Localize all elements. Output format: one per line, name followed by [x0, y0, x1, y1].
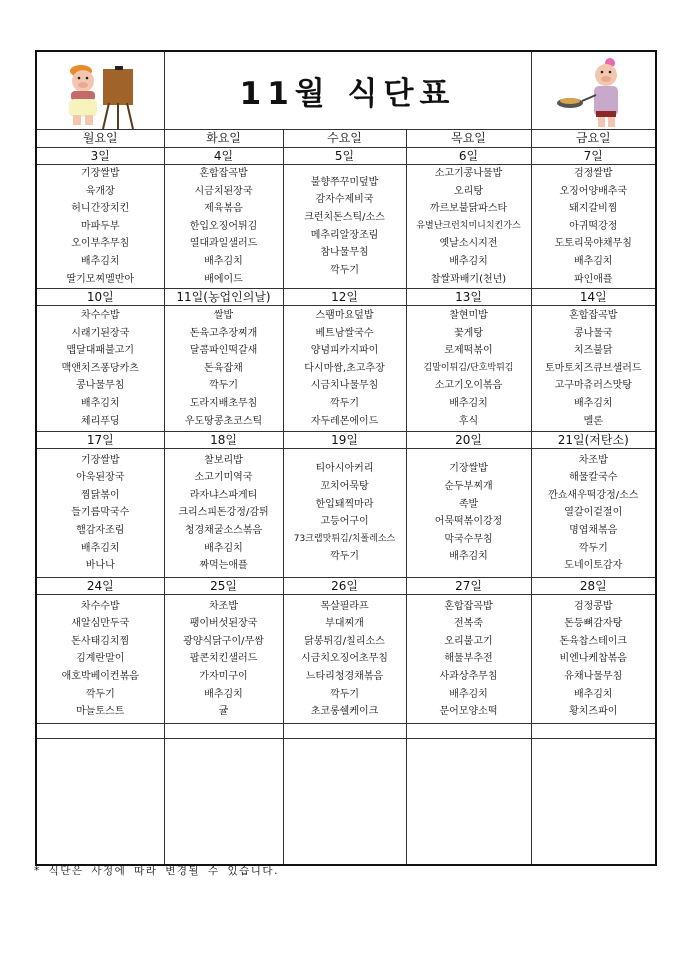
date-cell: 3일 [36, 148, 164, 165]
menu-item: 기장쌀밥 [449, 463, 488, 475]
menu-item: 치즈불닭 [573, 345, 613, 357]
menu-cell [406, 165, 531, 289]
menu-item: 청경채굴소스볶음 [184, 524, 263, 536]
menu-cell [164, 595, 283, 724]
menu-item: 깍두기 [330, 398, 359, 410]
menu-item: 배추김치 [573, 398, 613, 410]
date-row [36, 289, 656, 306]
empty-row [36, 724, 656, 739]
menu-item: 김계란말이 [76, 653, 125, 665]
menu-item: 막국수무침 [444, 533, 493, 545]
footnote: * 식단은 사정에 따라 변경될 수 있습니다. [34, 865, 279, 877]
blank-row [36, 739, 656, 866]
menu-item: 명엽채볶음 [569, 524, 618, 536]
menu-cell [283, 165, 406, 289]
weekday-header: 화요일 [164, 130, 283, 148]
date-cell: 28일 [531, 578, 656, 595]
menu-item: 콩나물무침 [76, 380, 125, 392]
date-row [36, 148, 656, 165]
menu-item: 한입오징어튀김 [189, 220, 258, 232]
menu-item: 양념피카지파이 [310, 345, 379, 357]
menu-item: 해물칼국수 [569, 472, 618, 484]
menu-item: 돈육고추장찌개 [189, 327, 258, 339]
date-cell: 6일 [406, 148, 531, 165]
menu-item: 깍두기 [578, 542, 608, 554]
menu-item: 체리푸딩 [80, 415, 120, 427]
menu-item: 찜닭볶이 [80, 489, 120, 501]
page-title: 11월 식단표 [239, 76, 456, 112]
menu-item: 찰현미밥 [449, 310, 488, 322]
menu-row [36, 595, 656, 724]
menu-cell [36, 449, 164, 578]
menu-item: 바나나 [85, 560, 115, 572]
pig-painter-icon [55, 53, 145, 129]
menu-item: 찰보리밥 [204, 454, 243, 466]
menu-item: 광양식닭구이/무쌈 [183, 635, 264, 647]
menu-item: 콩나물국 [573, 327, 613, 339]
menu-item: 애호박베이컨볶음 [61, 670, 139, 682]
menu-cell [36, 595, 164, 724]
menu-item: 깐쇼새우떡강정/소스 [548, 489, 639, 501]
menu-item: 깍두기 [330, 551, 359, 563]
date-cell: 4일 [164, 148, 283, 165]
menu-cell [406, 595, 531, 724]
date-cell: 20일 [406, 432, 531, 449]
menu-item: 고등어구이 [320, 516, 369, 528]
menu-item: 배추김치 [449, 551, 488, 563]
menu-item: 73크랩맛튀김/치폴레소스 [293, 533, 396, 544]
menu-item: 돈사태김치찜 [71, 635, 130, 647]
menu-item: 혼합잡곡밥 [569, 310, 618, 322]
menu-item: 꽃게탕 [454, 327, 483, 339]
weekday-header: 금요일 [531, 130, 656, 148]
menu-cell [283, 306, 406, 432]
date-row [36, 432, 656, 449]
menu-row [36, 306, 656, 432]
menu-item: 차조밥 [578, 454, 608, 466]
menu-item: 배추김치 [80, 255, 120, 267]
menu-item: 티아시아커리 [315, 463, 374, 475]
menu-item: 배추김치 [573, 688, 613, 700]
menu-item: 전복죽 [454, 618, 483, 630]
menu-item: 도네이토감자 [564, 560, 623, 572]
menu-cell [283, 449, 406, 578]
menu-item: 시래기된장국 [71, 327, 130, 339]
menu-item: 김말이튀김/단호박튀김 [423, 362, 514, 373]
menu-item: 옛날소시지전 [439, 238, 498, 250]
menu-item: 까르보불닭파스타 [429, 203, 508, 215]
weekday-header: 수요일 [283, 130, 406, 148]
menu-item: 들기름막국수 [71, 507, 130, 519]
menu-item: 배추김치 [80, 398, 120, 410]
menu-item: 로제떡볶이 [444, 345, 493, 357]
date-cell: 5일 [283, 148, 406, 165]
menu-item: 마파두부 [80, 220, 120, 232]
menu-item: 열갈이겉절이 [564, 507, 623, 519]
menu-item: 돈육잡채 [204, 362, 243, 374]
menu-cell [36, 306, 164, 432]
menu-item: 불향쭈꾸미덮밥 [310, 176, 379, 188]
menu-item: 아귀떡강정 [569, 220, 618, 232]
pig-cook-icon [548, 53, 638, 129]
menu-item: 배추김치 [449, 398, 488, 410]
menu-item: 메추리알장조림 [310, 229, 379, 241]
menu-item: 라자냐스파게티 [189, 489, 258, 501]
date-cell: 24일 [36, 578, 164, 595]
menu-item: 차수수밥 [80, 600, 120, 612]
menu-item: 허니간장치킨 [71, 203, 130, 215]
weekday-header: 월요일 [36, 130, 164, 148]
menu-item: 아욱된장국 [76, 472, 125, 484]
menu-item: 부대찌개 [325, 618, 364, 630]
menu-item: 배에이드 [204, 273, 243, 285]
menu-item: 짜먹는애플 [199, 560, 248, 572]
menu-item: 멜론 [583, 415, 603, 427]
menu-item: 시금치된장국 [194, 185, 253, 197]
menu-item: 깍두기 [85, 688, 115, 700]
menu-item: 감자수제비국 [315, 194, 374, 206]
date-cell: 19일 [283, 432, 406, 449]
menu-item: 햄감자조림 [76, 524, 125, 536]
menu-item: 깍두기 [209, 380, 238, 392]
date-cell: 11일(농업인의날) [164, 289, 283, 306]
menu-item: 느타리청경채볶음 [305, 670, 384, 682]
menu-item: 크리스피돈강정/감튀 [178, 507, 269, 519]
menu-item: 배추김치 [80, 542, 120, 554]
weekday-header: 목요일 [406, 130, 531, 148]
menu-item: 족발 [458, 498, 479, 510]
menu-item: 우도땅콩초코스틱 [184, 415, 263, 427]
menu-item: 기장쌀밥 [80, 454, 120, 466]
menu-item: 황치즈파이 [569, 706, 618, 718]
menu-cell [531, 165, 656, 289]
date-cell: 7일 [531, 148, 656, 165]
menu-cell [164, 449, 283, 578]
menu-item: 초코롱쉘케이크 [310, 706, 379, 718]
menu-cell [406, 449, 531, 578]
menu-item: 고구마츄러스맛탕 [554, 380, 632, 392]
menu-item: 배추김치 [449, 688, 488, 700]
menu-item: 다시마쌈,초고추장 [304, 362, 385, 374]
menu-item: 배추김치 [449, 255, 488, 267]
date-cell: 17일 [36, 432, 164, 449]
menu-item: 소고기콩나물밥 [434, 168, 503, 179]
menu-item: 배추김치 [573, 255, 613, 267]
menu-item: 도라지배초무침 [189, 398, 258, 410]
menu-item: 돼지갈비찜 [569, 203, 618, 215]
menu-item: 팝콘치킨샐러드 [189, 653, 258, 665]
menu-item: 소고기미역국 [194, 472, 253, 484]
menu-item: 어묵떡볶이강정 [434, 516, 503, 528]
menu-item: 열대과일샐러드 [189, 238, 258, 250]
menu-item: 시금치오징어초무침 [301, 653, 388, 665]
menu-item: 닭봉튀김/칠리소스 [304, 635, 385, 647]
menu-item: 파인애플 [573, 273, 613, 285]
menu-item: 오리불고기 [444, 635, 493, 647]
menu-item: 자두레몬에이드 [310, 415, 379, 427]
menu-item: 오징어양배추국 [559, 185, 628, 197]
menu-item: 육개장 [85, 185, 115, 197]
menu-item: 차수수밥 [80, 310, 120, 322]
menu-item: 오리탕 [454, 185, 483, 197]
menu-item: 배추김치 [204, 255, 243, 267]
date-cell: 13일 [406, 289, 531, 306]
menu-cell [531, 306, 656, 432]
menu-cell [164, 165, 283, 289]
menu-item: 마늘토스트 [76, 706, 125, 718]
menu-item: 배추김치 [204, 542, 243, 554]
menu-row [36, 165, 656, 289]
menu-item: 새알심만두국 [71, 618, 130, 630]
title-cell [164, 51, 531, 130]
menu-item: 토마토치즈큐브샐러드 [544, 362, 642, 374]
menu-item: 깍두기 [330, 264, 359, 276]
meal-plan-table [35, 50, 657, 866]
menu-item: 혼합잡곡밥 [444, 600, 493, 612]
menu-item: 깍두기 [330, 688, 359, 700]
date-cell: 12일 [283, 289, 406, 306]
menu-item: 한입돼찍마라 [315, 498, 374, 510]
menu-item: 꼬치어묵탕 [320, 480, 369, 492]
menu-item: 팽이버섯된장국 [189, 618, 258, 630]
menu-item: 차조밥 [209, 600, 238, 612]
menu-item: 검정콩밥 [573, 600, 613, 612]
menu-item: 제육볶음 [204, 203, 243, 215]
menu-item: 찹쌀꽈배기(천년) [430, 273, 507, 285]
menu-item: 도토리묵야채무침 [554, 238, 632, 250]
menu-item: 기장쌀밥 [80, 168, 120, 179]
date-cell: 18일 [164, 432, 283, 449]
menu-item: 귤 [218, 706, 229, 718]
menu-row [36, 449, 656, 578]
header-row [36, 51, 656, 130]
menu-item: 유별난크런치미니치킨가스 [416, 220, 521, 231]
menu-item: 베트남쌀국수 [315, 327, 374, 339]
menu-item: 딸기모찌멜반아 [66, 273, 135, 285]
menu-cell [531, 595, 656, 724]
menu-item: 문어모양소떡 [439, 706, 498, 718]
menu-item: 해물부추전 [444, 653, 493, 665]
date-cell: 27일 [406, 578, 531, 595]
menu-cell [164, 306, 283, 432]
menu-item: 시금치나물무침 [310, 380, 379, 392]
menu-item: 소고기오이볶음 [434, 380, 503, 392]
cook-pig-illustration [531, 51, 656, 130]
menu-cell [283, 595, 406, 724]
menu-item: 순두부찌개 [444, 480, 493, 492]
menu-cell [406, 306, 531, 432]
menu-item: 배추김치 [204, 688, 243, 700]
weekday-header-row [36, 130, 656, 148]
date-cell: 14일 [531, 289, 656, 306]
menu-item: 후식 [458, 415, 479, 427]
menu-item: 혼합잡곡밥 [199, 168, 248, 179]
menu-item: 달콤파인떡갈새 [189, 345, 258, 357]
menu-item: 유채나물무침 [564, 670, 623, 682]
date-row [36, 578, 656, 595]
menu-item: 돈육찹스테이크 [559, 635, 628, 647]
menu-item: 오이부추무침 [71, 238, 130, 250]
menu-item: 스팸마요덮밥 [315, 310, 374, 322]
menu-item: 참나물무침 [320, 247, 369, 259]
menu-item: 맥앤치즈퐁당카츠 [61, 362, 139, 374]
menu-cell [531, 449, 656, 578]
date-cell: 10일 [36, 289, 164, 306]
menu-item: 비엔나케찹볶음 [559, 653, 628, 665]
date-cell: 21일(저탄소) [531, 432, 656, 449]
menu-item: 맵달대패불고기 [66, 345, 135, 357]
menu-cell [36, 165, 164, 289]
menu-item: 검정쌀밥 [573, 168, 613, 179]
menu-item: 사과상추무침 [439, 670, 498, 682]
painter-pig-illustration [36, 51, 164, 130]
date-cell: 25일 [164, 578, 283, 595]
menu-item: 쌀밥 [213, 310, 234, 322]
menu-item: 가자미구이 [199, 670, 248, 682]
date-cell: 26일 [283, 578, 406, 595]
menu-item: 크런치돈스틱/소스 [304, 211, 385, 223]
menu-item: 목살필라프 [320, 600, 369, 612]
menu-item: 돈등뼈감자탕 [564, 618, 623, 630]
